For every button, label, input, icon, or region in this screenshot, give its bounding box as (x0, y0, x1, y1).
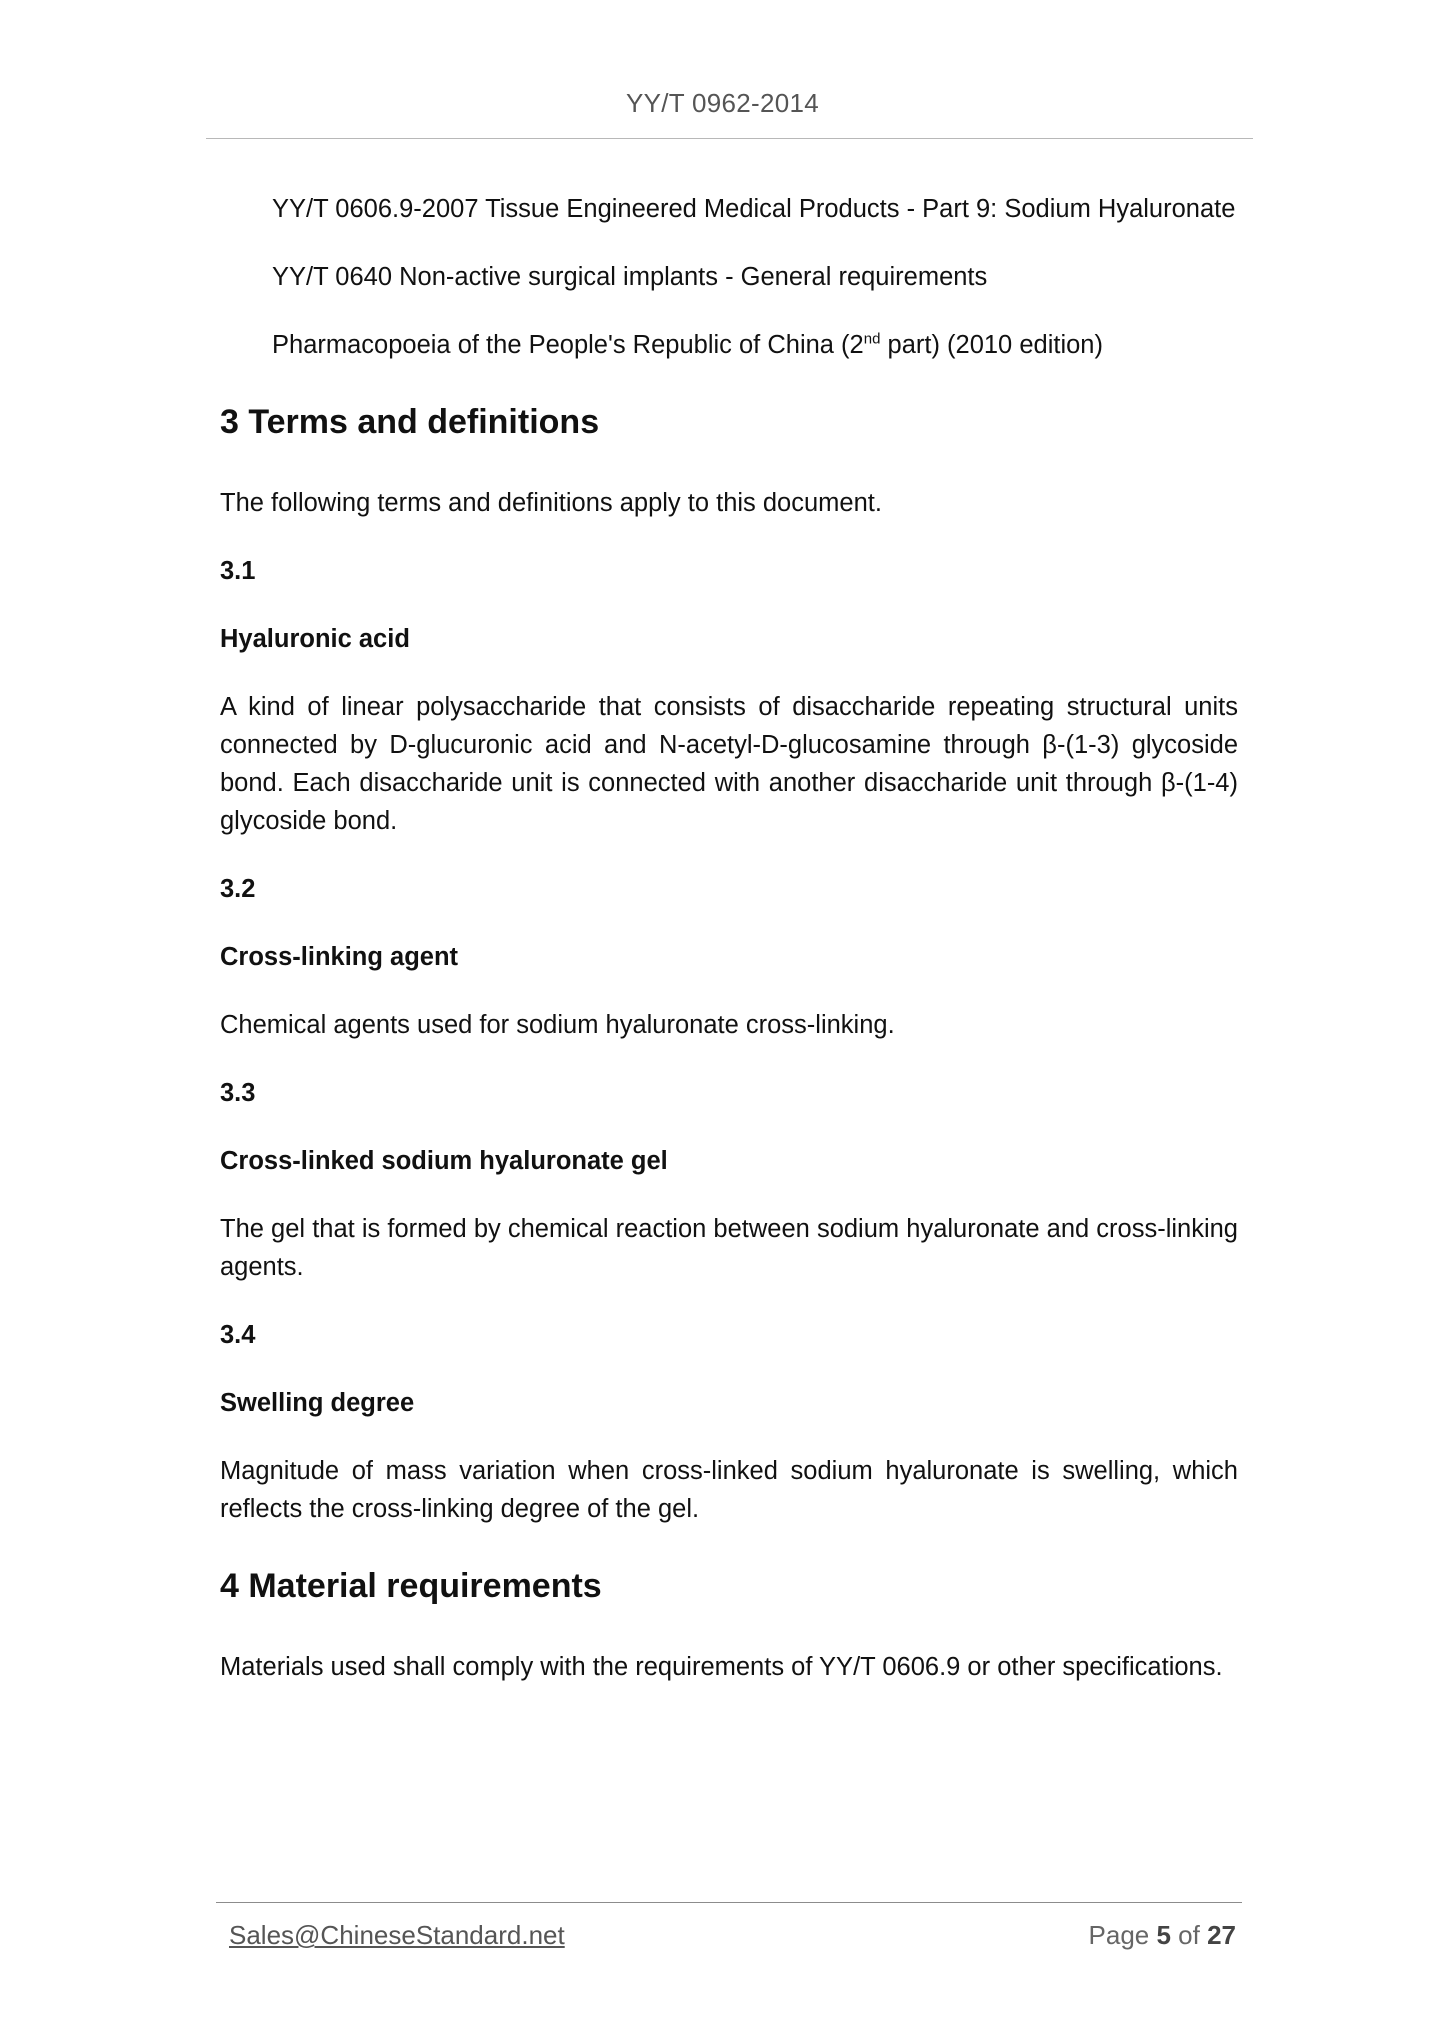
page-prefix: Page (1088, 1920, 1157, 1950)
term-number: 3.2 (220, 875, 256, 903)
section-intro: The following terms and definitions apply to this document. (220, 489, 882, 517)
term-number: 3.4 (220, 1321, 256, 1349)
term-name: Cross-linking agent (220, 943, 459, 971)
term-name: Swelling degree (220, 1389, 415, 1417)
section-heading-materials: 4 Material requirements (220, 1567, 602, 1605)
term-name: Hyaluronic acid (220, 625, 410, 653)
section-heading-terms: 3 Terms and definitions (220, 403, 600, 441)
reference-text: part) (2010 edition) (880, 331, 1103, 359)
superscript: nd (863, 330, 881, 348)
footer-divider (216, 1902, 1242, 1903)
term-number: 3.1 (220, 557, 256, 585)
term-number: 3.3 (220, 1079, 256, 1107)
section-text: Materials used shall comply with the requirements of YY/T 0606.9 or other specifications. (220, 1653, 1223, 1681)
term-name: Cross-linked sodium hyaluronate gel (220, 1147, 668, 1175)
document-body (220, 190, 1238, 1716)
page-of: of (1170, 1920, 1208, 1950)
term-definition: Chemical agents used for sodium hyaluronate cross-linking. (220, 1011, 895, 1039)
term-definition: The gel that is formed by chemical reaction between sodium hyaluronate and cross-linking agents. (220, 1215, 1238, 1281)
page-current: 5 (1156, 1920, 1171, 1950)
page-number (1089, 1920, 1236, 1951)
document-header-title: YY/T 0962-2014 (625, 88, 820, 118)
term-definition: Magnitude of mass variation when cross-linked sodium hyaluronate is swelling, which reflects the cross-linking degree of the gel. (220, 1457, 1238, 1523)
footer-email-link[interactable]: Sales@ChineseStandard.net (229, 1920, 565, 1950)
reference-text: Pharmacopoeia of the People's Republic of China (2 (272, 331, 864, 359)
header-divider (206, 138, 1253, 139)
page-total: 27 (1207, 1920, 1236, 1950)
reference-item: YY/T 0640 Non-active surgical implants - General requirements (272, 263, 988, 291)
term-definition: A kind of linear polysaccharide that consists of disaccharide repeating structural units connected by D-glucuronic acid and N-acetyl-D-glucosamine through β-(1-3) glycoside bond. Each disaccharide unit is connected with another disaccharide unit through β-(1-4) glycoside bond. (220, 693, 1238, 835)
reference-item (220, 326, 1238, 364)
reference-item: YY/T 0606.9-2007 Tissue Engineered Medical Products - Part 9: Sodium Hyaluronate (272, 195, 1236, 223)
